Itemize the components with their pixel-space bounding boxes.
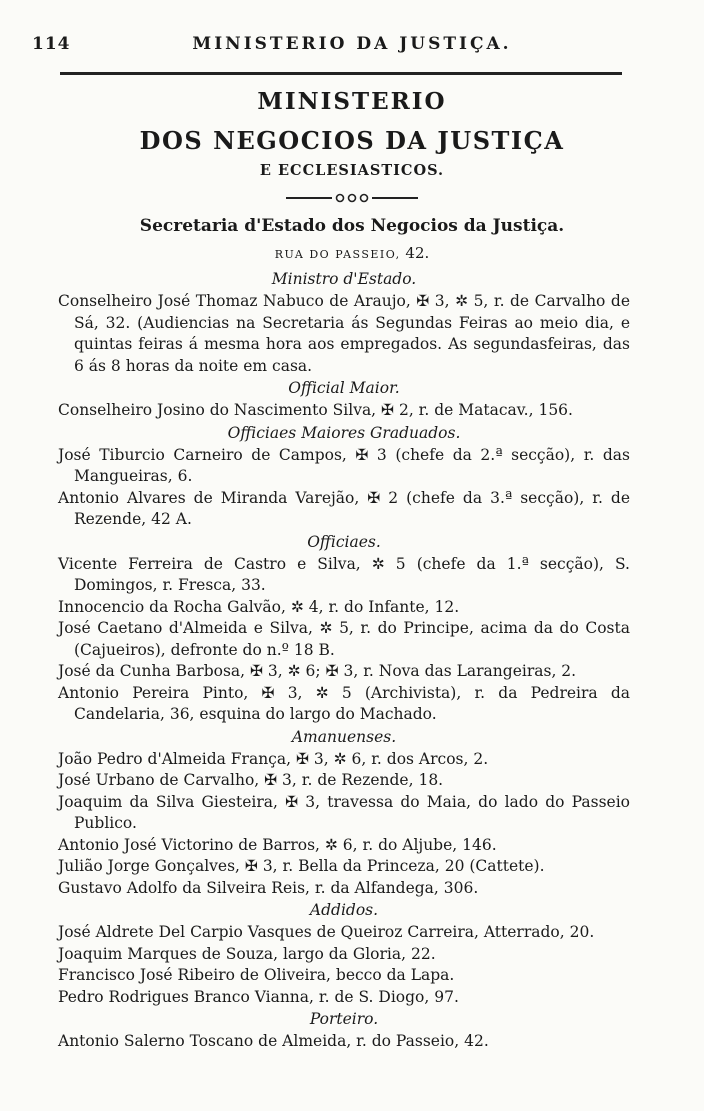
street-number: 42. [400, 244, 430, 262]
running-title: MINISTERIO DA JUSTIÇA. [192, 34, 512, 54]
header-rule [60, 72, 622, 75]
staff-entry: Conselheiro Josino do Nascimento Silva, ✠ 2, r. de Matacav., 156. [58, 401, 573, 419]
section-heading: Officiaes. [307, 532, 381, 551]
directory-listing [58, 268, 630, 1053]
section-heading: Officiaes Maiores Graduados. [227, 423, 461, 442]
section-heading: Official Maior. [288, 379, 400, 397]
staff-entry: José Aldrete Del Carpio Vasques de Queiroz Carreira, Atterrado, 20. [58, 923, 595, 941]
street-address [0, 244, 704, 262]
staff-entry: José Tiburcio Carneiro de Campos, ✠ 3 (chefe da 2.ª secção), r. das Mangueiras, 6. [58, 445, 630, 485]
staff-entry: Antonio Alvares de Miranda Varejão, ✠ 2 (chefe da 3.ª secção), r. de Rezende, 42 A. [58, 488, 630, 528]
staff-entry: Conselheiro José Thomaz Nabuco de Araujo, ✠ 3, ✲ 5, r. de Carvalho de Sá, 32. (Audiencias na Secretaria ás Segundas Feiras ao meio dia, e quintas feiras á mesma hora aos empregados. As segundasfeiras, das 6 ás 8 horas da noite em casa. [58, 292, 630, 375]
section-heading: Addidos. [309, 901, 379, 919]
ministry-subtitle-2: E ECCLESIASTICOS. [259, 162, 445, 179]
staff-entry: Antonio José Victorino de Barros, ✲ 6, r. do Aljube, 146. [58, 835, 497, 854]
section-heading: Ministro d'Estado. [271, 270, 417, 288]
office-heading: Secretaria d'Estado dos Negocios da Justiça. [139, 216, 565, 236]
staff-entry: Innocencio da Rocha Galvão, ✲ 4, r. do Infante, 12. [58, 597, 460, 616]
ornament-divider [282, 192, 422, 204]
ministry-subtitle: DOS NEGOCIOS DA JUSTIÇA [139, 126, 565, 155]
staff-entry: Francisco José Ribeiro de Oliveira, becco da Lapa. [58, 966, 455, 984]
staff-entry: Gustavo Adolfo da Silveira Reis, r. da Alfandega, 306. [58, 878, 479, 897]
staff-entry: Julião Jorge Gonçalves, ✠ 3, r. Bella da Princeza, 20 (Cattete). [58, 857, 545, 875]
staff-entry: Vicente Ferreira de Castro e Silva, ✲ 5 (chefe da 1.ª secção), S. Domingos, r. Fresca, 33. [58, 554, 630, 594]
running-head [0, 28, 704, 58]
staff-entry: José da Cunha Barbosa, ✠ 3, ✲ 6; ✠ 3, r. Nova das Larangeiras, 2. [58, 662, 577, 680]
section-heading: Porteiro. [309, 1010, 379, 1028]
page-number: 114 [32, 34, 71, 54]
staff-entry: Joaquim Marques de Souza, largo da Gloria, 22. [58, 944, 436, 963]
staff-entry: Antonio Pereira Pinto, ✠ 3, ✲ 5 (Archivista), r. da Pedreira da Candelaria, 36, esquina do largo do Machado. [58, 683, 630, 723]
staff-entry: José Urbano de Carvalho, ✠ 3, r. de Rezende, 18. [58, 771, 444, 789]
staff-entry: Pedro Rodrigues Branco Vianna, r. de S. Diogo, 97. [58, 987, 459, 1006]
section-heading: Amanuenses. [291, 727, 397, 746]
staff-entry: Antonio Salerno Toscano de Almeida, r. do Passeio, 42. [58, 1032, 489, 1050]
ministry-title: MINISTERIO [257, 88, 447, 115]
staff-entry: José Caetano d'Almeida e Silva, ✲ 5, r. do Principe, acima da do Costa (Cajueiros), defronte do n.º 18 B. [58, 619, 630, 659]
staff-entry: Joaquim da Silva Giesteira, ✠ 3, travessa do Maia, do lado do Passeio Publico. [58, 792, 630, 832]
street-name: RUA DO PASSEIO, [274, 248, 401, 261]
staff-entry: João Pedro d'Almeida França, ✠ 3, ✲ 6, r. dos Arcos, 2. [58, 749, 489, 768]
